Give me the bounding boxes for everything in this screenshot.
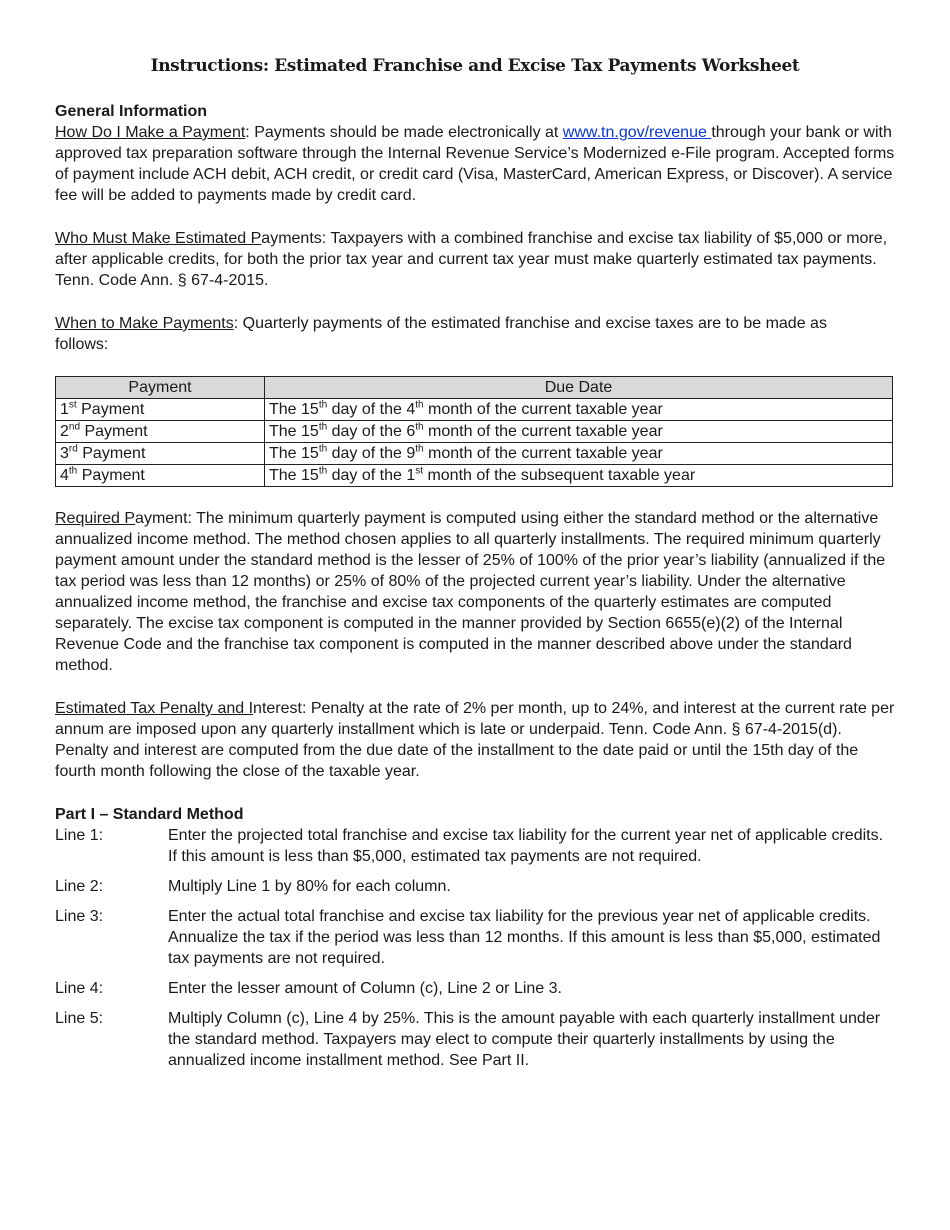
how-paragraph [55, 122, 895, 206]
revenue-link[interactable]: www.tn.gov/revenue [562, 124, 712, 141]
paragraph-text: : Quarterly payments of the estimated franchise and excise taxes are to be made as follows: [55, 315, 827, 353]
instruction-line [55, 1008, 895, 1071]
paragraph-lead: When to Make Payments [55, 315, 234, 332]
paragraph-lead: Estimated Tax Penalty and I [55, 700, 254, 717]
when-paragraph [55, 313, 855, 355]
paragraph-text: : Payments should be made electronically at [245, 124, 563, 141]
who-paragraph [55, 228, 895, 291]
line-label: Line 3: [55, 908, 104, 925]
section-heading: Part I – Standard Method [55, 806, 244, 823]
instruction-line [55, 978, 895, 999]
table-row [56, 443, 893, 465]
line-label: Line 5: [55, 1010, 104, 1027]
payment-cell: 4th Payment [56, 465, 265, 487]
table-row [56, 399, 893, 421]
paragraph-lead: Required P [55, 510, 136, 527]
payment-cell: 3rd Payment [56, 443, 265, 465]
instruction-line [55, 825, 895, 867]
due-date-table [55, 376, 893, 487]
line-text: Enter the lesser amount of Column (c), Line 2 or Line 3. [168, 980, 562, 997]
column-header: Due Date [265, 377, 893, 399]
page-title: Instructions: Estimated Franchise and Excise Tax Payments Worksheet [150, 56, 800, 76]
general-section [55, 101, 895, 206]
line-text: Multiply Line 1 by 80% for each column. [168, 878, 451, 895]
due-date-cell: The 15th day of the 1st month of the subsequent taxable year [265, 465, 893, 487]
due-date-cell: The 15th day of the 4th month of the current taxable year [265, 399, 893, 421]
paragraph-text: through your bank or with approved tax preparation software through the Internal Revenue Service’s Modernized e-File program. Accepted forms of payment include ACH debit, ACH credit, or credit card (Visa, MasterCard, American Express, or Discover). A service fee will be added to payments made by credit card. [55, 124, 895, 204]
paragraph-text: nterest: Penalty at the rate of 2% per month, up to 24%, and interest at the current rate per annum are imposed upon any quarterly installment which is late or underpaid. Tenn. Code Ann. § 67-4-2015(d). Penalty and interest are computed from the due date of the installment to the date paid or until the 15th day of the fourth month following the close of the taxable year. [55, 700, 895, 780]
column-header: Payment [56, 377, 265, 399]
instruction-line [55, 876, 895, 897]
due-date-cell: The 15th day of the 9th month of the current taxable year [265, 443, 893, 465]
line-text: Enter the projected total franchise and excise tax liability for the current year net of applicable credits. If this amount is less than $5,000, estimated tax payments are not required. [168, 827, 884, 865]
required-paragraph [55, 508, 895, 676]
table-row [56, 421, 893, 443]
paragraph-text: ayment: The minimum quarterly payment is computed using either the standard method or the alternative annualized income method. The method chosen applies to all quarterly installments. The required minimum quarterly payment amount under the standard method is the lesser of 25% of 100% of the prior year’s liability (annualized if the tax period was less than 12 months) or 25% of 80% of the projected current year’s liability. Under the alternative annualized income method, the franchise and excise tax components of the quarterly estimates are computed separately. The excise tax component is computed in the manner provided by Section 6655(e)(2) of the Internal Revenue Code and the franchise tax component is computed in the manner described above under the standard method. [55, 510, 886, 674]
table-row [56, 465, 893, 487]
paragraph-text: ayments: Taxpayers with a combined franchise and excise tax liability of $5,000 or more, after applicable credits, for both the prior tax year and current tax year must make quarterly estimated tax payments. Tenn. Code Ann. § 67-4-2015. [55, 230, 888, 289]
payment-cell: 2nd Payment [56, 421, 265, 443]
line-text: Enter the actual total franchise and excise tax liability for the previous year net of applicable credits. Annualize the tax if the period was less than 12 months. If this amount is less than $5,000, estimated tax payments are not required. [168, 908, 881, 967]
payment-cell: 1st Payment [56, 399, 265, 421]
line-text: Multiply Column (c), Line 4 by 25%. This is the amount payable with each quarterly installment under the standard method. Taxpayers may elect to compute their quarterly installments by using the annualized income installment method. See Part II. [168, 1010, 881, 1069]
paragraph-lead: Who Must Make Estimated P [55, 230, 262, 247]
paragraph-lead: How Do I Make a Payment [55, 124, 246, 141]
line-label: Line 4: [55, 980, 104, 997]
instruction-line [55, 906, 895, 969]
due-date-cell: The 15th day of the 6th month of the current taxable year [265, 421, 893, 443]
penalty-paragraph [55, 698, 895, 782]
section-heading: General Information [55, 103, 208, 120]
part1-section [55, 804, 895, 1080]
line-label: Line 1: [55, 827, 104, 844]
line-label: Line 2: [55, 878, 104, 895]
